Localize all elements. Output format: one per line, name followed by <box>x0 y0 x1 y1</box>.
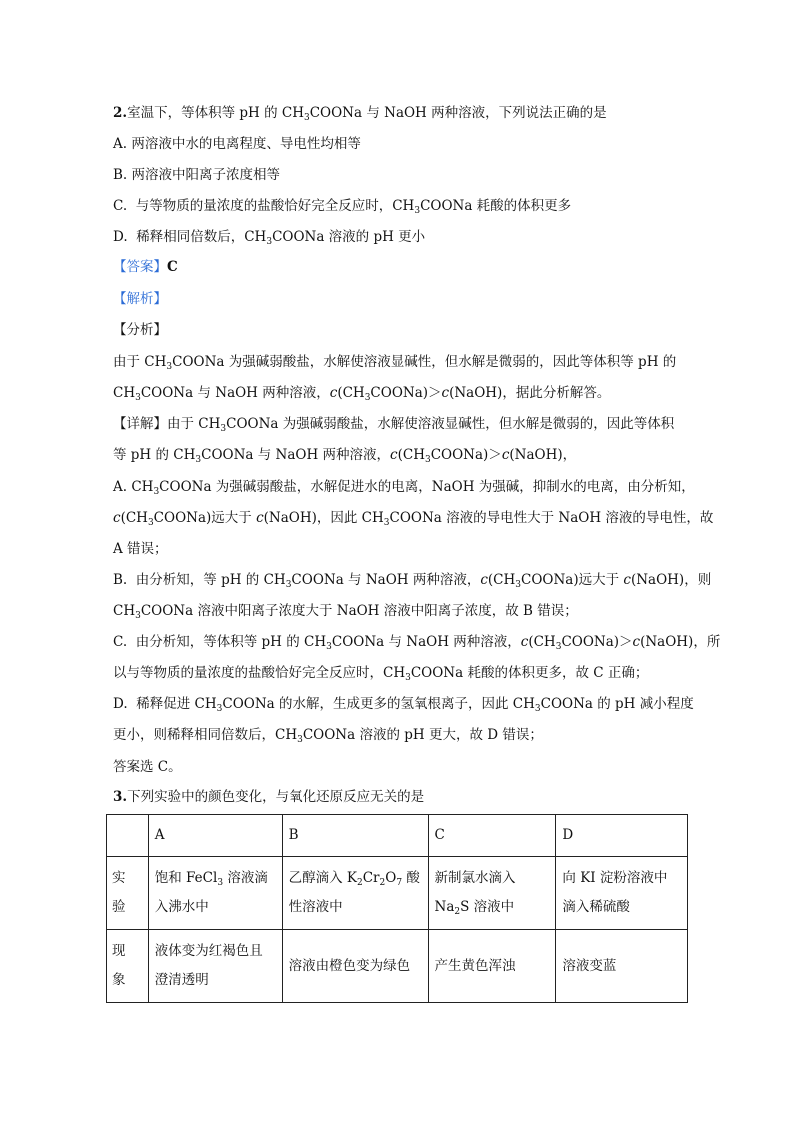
option-d: D. 稀释相同倍数后，$CH_3COONa$ 溶液的 pH 更小 <box>113 229 426 247</box>
answer-line <box>113 257 683 277</box>
header-cell-c: C <box>428 815 556 857</box>
cell-a-phenomenon: 液体变为红褐色且 澄清透明 <box>148 930 282 1003</box>
analysis-tag: 【解析】 <box>113 291 167 307</box>
option-b: B. 两溶液中阳离子浓度相等 <box>113 167 281 183</box>
question-number: 3. <box>113 789 128 805</box>
table-row-phenomenon <box>107 930 688 1003</box>
explain-d-1: D. 稀释促进 $CH_3COONa$ 的水解，生成更多的氢氧根离子，因此 $CH_3COONa$ 的 pH 减小程度 <box>113 696 694 714</box>
explain-b-1: B. 由分析知，等 pH 的 $CH_3COONa$ 与 NaOH 两种溶液，$c(CH_3COONa)$远大于 c(NaOH)，则 <box>113 572 712 590</box>
table-row-experiment <box>107 857 688 930</box>
explain-a-3: A 错误； <box>113 541 168 557</box>
fenxi-line-1: 由于 $CH_3COONa$ 为强碱弱酸盐，水解使溶液显碱性，但水解是微弱的，因此等体积等 pH 的 <box>113 354 677 372</box>
question-number: 2. <box>113 105 128 121</box>
header-cell-b: B <box>282 815 428 857</box>
explain-a-2: $c(CH_3COONa)$远大于 c(NaOH)，因此 $CH_3COONa$ 溶液的导电性大于 NaOH 溶液的导电性，故 <box>113 510 714 528</box>
row-label-experiment: 实 验 <box>107 857 149 930</box>
explain-b-2: $CH_3COONa$ 溶液中阳离子浓度大于 NaOH 溶液中阳离子浓度，故 B 错误； <box>113 603 578 621</box>
detail-line-2: 等 pH 的 $CH_3COONa$ 与 NaOH 两种溶液，$c(CH_3COONa)>c(NaOH)$， <box>113 447 577 465</box>
question-text: 下列实验中的颜色变化，与氧化还原反应无关的是 <box>127 789 425 805</box>
question-text: 室温下，等体积等 pH 的 $CH_3COONa$ 与 NaOH 两种溶液，下列说法正确的是 <box>127 105 607 123</box>
explain-d-2: 更小，则稀释相同倍数后，$CH_3COONa$ 溶液的 pH 更大，故 D 错误； <box>113 727 543 745</box>
table-header-row <box>107 815 688 857</box>
question-3-stem <box>113 787 683 807</box>
option-c: C. 与等物质的量浓度的盐酸恰好完全反应时，$CH_3COONa$ 耗酸的体积更多 <box>113 198 572 216</box>
cell-b-experiment: 乙醇滴入 $K_2Cr_2O_7$ 酸 性溶液中 <box>282 857 428 930</box>
cell-d-experiment: 向 KI 淀粉溶液中 滴入稀硫酸 <box>556 857 688 930</box>
header-cell-d: D <box>556 815 688 857</box>
header-cell-a: A <box>148 815 282 857</box>
cell-b-phenomenon: 溶液由橙色变为绿色 <box>282 930 428 1003</box>
final-answer: 答案选 C。 <box>113 759 182 775</box>
question-3-table <box>106 814 688 1003</box>
detail-line-1: 【详解】由于 $CH_3COONa$ 为强碱弱酸盐，水解使溶液显碱性，但水解是微弱的，因此等体积 <box>113 416 675 434</box>
explain-c-2: 以与等物质的量浓度的盐酸恰好完全反应时，$CH_3COONa$ 耗酸的体积更多，故 C 正确； <box>113 665 649 683</box>
explain-c-1: C. 由分析知，等体积等 pH 的 $CH_3COONa$ 与 NaOH 两种溶液，$c(CH_3COONa)>c(NaOH)$，所 <box>113 634 721 652</box>
cell-d-phenomenon: 溶液变蓝 <box>556 930 688 1003</box>
fenxi-line-2: $CH_3COONa$ 与 NaOH 两种溶液，$c(CH_3COONa)>c(NaOH)$，据此分析解答。 <box>113 385 611 403</box>
question-2-stem <box>113 103 683 123</box>
row-label-phenomenon: 现 象 <box>107 930 149 1003</box>
answer-value: C <box>167 259 178 275</box>
option-a: A. 两溶液中水的电离程度、导电性均相等 <box>113 136 361 152</box>
answer-tag: 【答案】 <box>113 259 167 275</box>
cell-c-phenomenon: 产生黄色浑浊 <box>428 930 556 1003</box>
fenxi-tag: 【分析】 <box>113 322 167 338</box>
header-cell-empty <box>107 815 149 857</box>
explain-a-1: A. $CH_3COONa$ 为强碱弱酸盐，水解促进水的电离，NaOH 为强碱，抑制水的电离，由分析知， <box>113 479 695 497</box>
cell-a-experiment: 饱和 FeCl$_3$ 溶液滴 入沸水中 <box>148 857 282 930</box>
cell-c-experiment: 新制氯水滴入 $Na_2S$ 溶液中 <box>428 857 556 930</box>
